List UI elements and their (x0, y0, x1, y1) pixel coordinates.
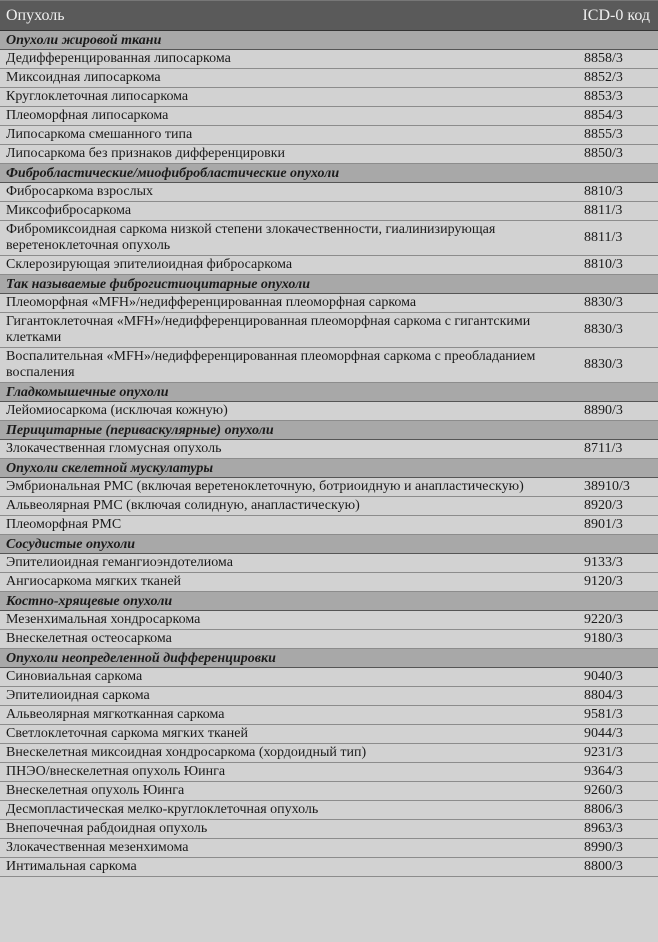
icd-code: 8853/3 (584, 89, 623, 104)
icd-code: 8811/3 (584, 230, 623, 245)
tumor-name: Внескелетная миксоидная хондросаркома (хордоидный тип) (6, 745, 367, 760)
section-header: Фибробластические/миофибробластические опухоли (0, 164, 658, 183)
icd-code: 8855/3 (584, 127, 623, 142)
icd-code: 8806/3 (584, 802, 623, 817)
tumor-name: Альвеолярная мягкотканная саркома (6, 707, 225, 722)
icd-code: 9040/3 (584, 669, 623, 684)
icd-code: 38910/3 (584, 479, 630, 494)
table-row (0, 725, 658, 744)
table-row (0, 348, 658, 383)
table-row (0, 402, 658, 421)
tumor-name: Внескелетная опухоль Юинга (6, 783, 185, 798)
tumor-name: Лейомиосаркома (исключая кожную) (6, 403, 228, 418)
tumor-name: Эмбриональная РМС (включая веретеноклеточную, ботриоидную и анапластическую) (6, 479, 524, 494)
table-row (0, 497, 658, 516)
table-header (0, 1, 658, 31)
table-row (0, 668, 658, 687)
tumor-name: Интимальная саркома (6, 859, 137, 874)
icd-code: 8830/3 (584, 295, 623, 310)
section-header: Сосудистые опухоли (0, 535, 658, 554)
section-header: Костно-хрящевые опухоли (0, 592, 658, 611)
icd-code: 8811/3 (584, 203, 623, 218)
icd-code: 8858/3 (584, 51, 623, 66)
table-row (0, 478, 658, 497)
section-header: Так называемые фиброгистиоцитарные опухоли (0, 275, 658, 294)
table-row (0, 516, 658, 535)
table-row (0, 126, 658, 145)
table-row (0, 107, 658, 126)
icd-code: 9044/3 (584, 726, 623, 741)
tumor-name: Злокачественная гломусная опухоль (6, 441, 222, 456)
table-row (0, 611, 658, 630)
table-row (0, 554, 658, 573)
tumor-name: Плеоморфная РМС (6, 517, 122, 532)
icd-code: 8804/3 (584, 688, 623, 703)
tumor-name: Эпителиоидная саркома (6, 688, 150, 703)
table-row (0, 145, 658, 164)
tumor-name: Плеоморфная «MFH»/недифференцированная плеоморфная саркома (6, 295, 417, 310)
icd-code: 8854/3 (584, 108, 623, 123)
icd-code: 9260/3 (584, 783, 623, 798)
table-row (0, 782, 658, 801)
table-row (0, 820, 658, 839)
tumor-name: Миксоидная липосаркома (6, 70, 161, 85)
icd-code: 9133/3 (584, 555, 623, 570)
table-row (0, 744, 658, 763)
section-header: Опухоли жировой ткани (0, 31, 658, 50)
section-header: Перицитарные (периваскулярные) опухоли (0, 421, 658, 440)
tumor-name: Миксофибросаркома (6, 203, 132, 218)
icd-code: 8800/3 (584, 859, 623, 874)
table-row (0, 440, 658, 459)
tumor-name: Злокачественная мезенхимома (6, 840, 189, 855)
table-row (0, 573, 658, 592)
table-row (0, 88, 658, 107)
icd-code: 8890/3 (584, 403, 623, 418)
table-row (0, 801, 658, 820)
table-row (0, 50, 658, 69)
tumor-name: Альвеолярная РМС (включая солидную, анапластическую) (6, 498, 360, 513)
table-row (0, 202, 658, 221)
icd-code: 8810/3 (584, 184, 623, 199)
icd-code: 9364/3 (584, 764, 623, 779)
table-row (0, 69, 658, 88)
section-header: Опухоли неопределенной дифференцировки (0, 649, 658, 668)
tumor-name: Светлоклеточная саркома мягких тканей (6, 726, 248, 741)
icd-code: 8711/3 (584, 441, 623, 456)
tumor-name: Липосаркома без признаков дифференцировки (6, 146, 285, 161)
icd-code: 9231/3 (584, 745, 623, 760)
header-code: ICD-0 код (582, 6, 650, 24)
icd-code: 8963/3 (584, 821, 623, 836)
table-row (0, 858, 658, 877)
header-tumor: Опухоль (6, 6, 65, 24)
icd-code: 8920/3 (584, 498, 623, 513)
tumor-name: Внепочечная рабдоидная опухоль (6, 821, 208, 836)
table-row (0, 313, 658, 348)
tumor-name: Десмопластическая мелко-круглоклеточная опухоль (6, 802, 319, 817)
tumor-name: Синовиальная саркома (6, 669, 143, 684)
tumor-name: Фибросаркома взрослых (6, 184, 154, 199)
icd-code: 9220/3 (584, 612, 623, 627)
tumor-name: Мезенхимальная хондросаркома (6, 612, 201, 627)
tumor-name: Фибромиксоидная саркома низкой степени злокачественности, гиалинизирующая веретеноклеточная опухоль (6, 222, 496, 253)
icd-code: 8901/3 (584, 517, 623, 532)
table-row (0, 763, 658, 782)
icd-code: 9120/3 (584, 574, 623, 589)
table-row (0, 706, 658, 725)
section-header: Опухоли скелетной мускулатуры (0, 459, 658, 478)
icd-code: 9180/3 (584, 631, 623, 646)
icd-code: 9581/3 (584, 707, 623, 722)
table-row (0, 839, 658, 858)
tumor-name: Липосаркома смешанного типа (6, 127, 193, 142)
table-row (0, 221, 658, 256)
tumor-name: Эпителиоидная гемангиоэндотелиома (6, 555, 233, 570)
tumor-name: Воспалительная «MFH»/недифференцированная плеоморфная саркома с преобладанием воспаления (6, 349, 536, 380)
tumor-name: Склерозирующая эпителиоидная фибросаркома (6, 257, 293, 272)
icd-code: 8990/3 (584, 840, 623, 855)
icd-code: 8810/3 (584, 257, 623, 272)
tumor-name: Гигантоклеточная «MFH»/недифференцированная плеоморфная саркома с гигантскими клетками (6, 314, 531, 345)
table-row (0, 256, 658, 275)
tumor-name: ПНЭО/внескелетная опухоль Юинга (6, 764, 226, 779)
icd-code: 8852/3 (584, 70, 623, 85)
icd-code: 8850/3 (584, 146, 623, 161)
tumor-name: Ангиосаркома мягких тканей (6, 574, 182, 589)
table-body (0, 31, 658, 877)
table-row (0, 183, 658, 202)
section-header: Гладкомышечные опухоли (0, 383, 658, 402)
icd-code: 8830/3 (584, 322, 623, 337)
tumor-name: Дедифференцированная липосаркома (6, 51, 231, 66)
table-row (0, 687, 658, 706)
table-row (0, 294, 658, 313)
tumor-name: Внескелетная остеосаркома (6, 631, 172, 646)
tumor-name: Круглоклеточная липосаркома (6, 89, 189, 104)
table-row (0, 630, 658, 649)
tumor-name: Плеоморфная липосаркома (6, 108, 169, 123)
icd-code: 8830/3 (584, 357, 623, 372)
